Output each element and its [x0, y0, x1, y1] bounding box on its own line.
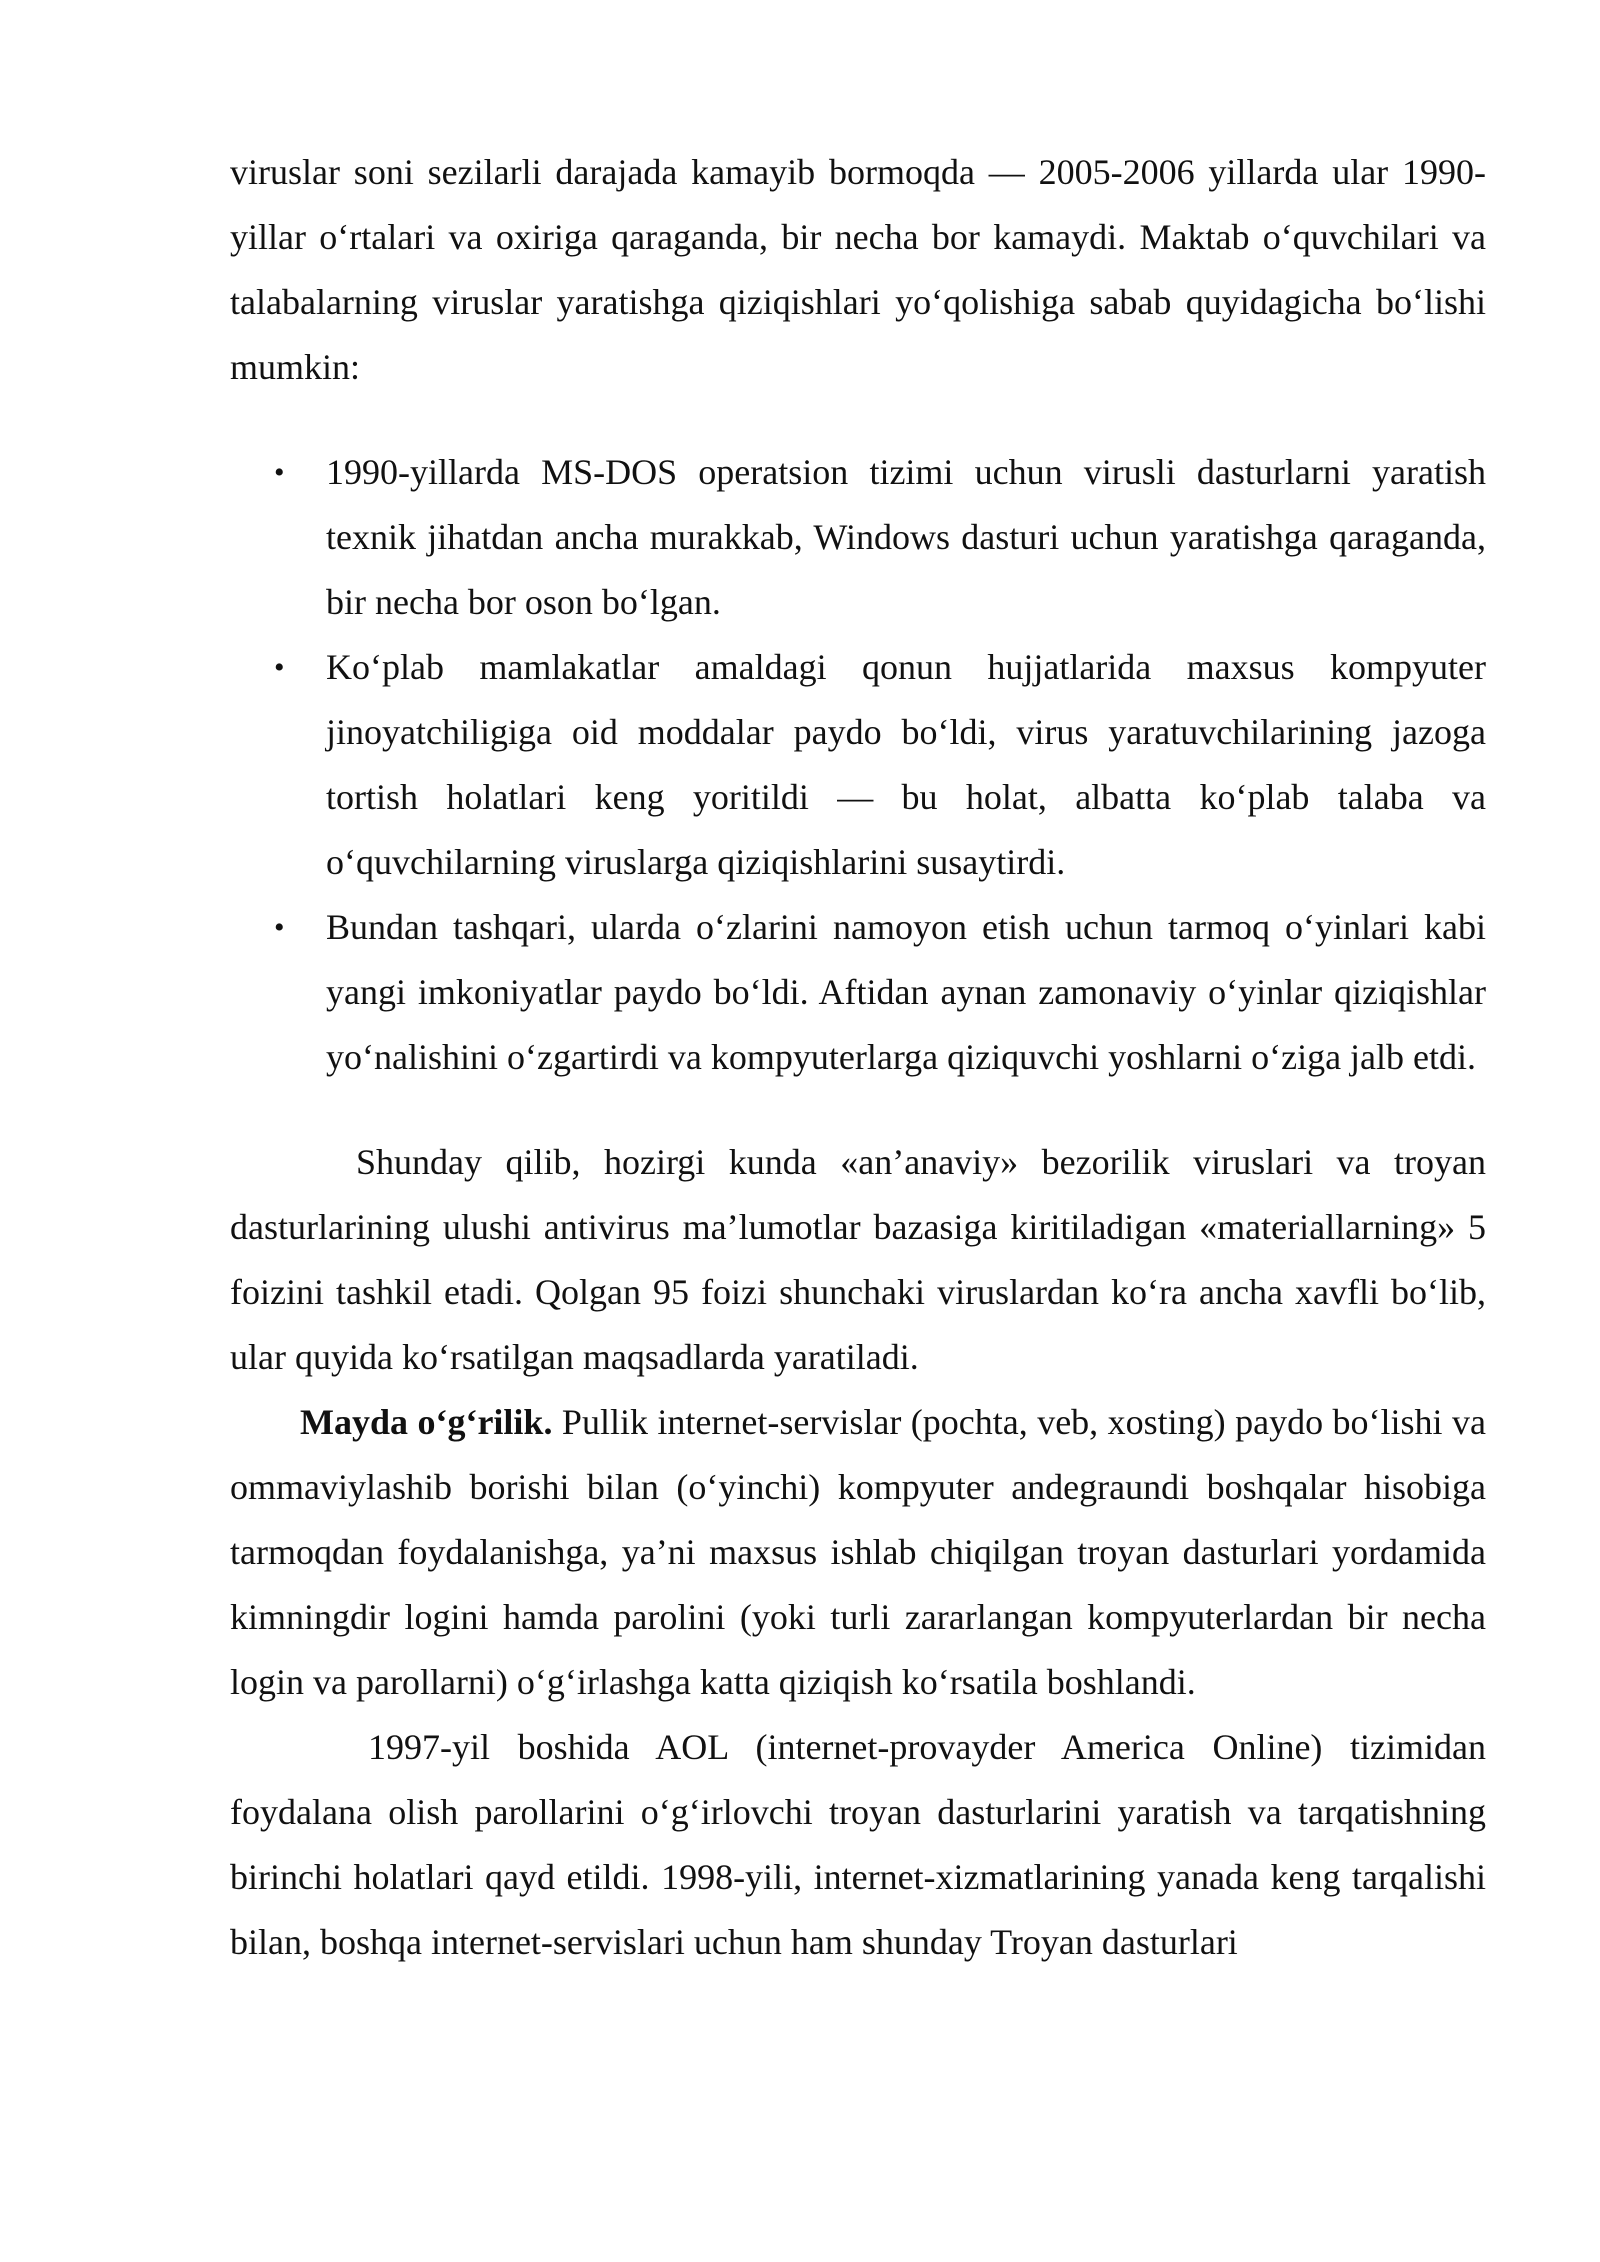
conclusion-paragraph: Shunday qilib, hozirgi kunda «an’anaviy» bezorilik viruslari va troyan dasturlarining ulushi antivirus ma’lumotlar bazasiga kiritiladigan «materiallarning» 5 foizini tashkil etadi. Qolgan 95 foizi shunchaki viruslardan ko‘ra ancha xavfli bo‘lib, ular quyida ko‘rsatilgan maqsadlarda yaratiladi. [230, 1142, 1486, 1377]
list-item-text: 1990-yillarda MS-DOS operatsion tizimi uchun virusli dasturlarni yaratish texnik jihatdan ancha murakkab, Windows dasturi uchun yaratishga qaraganda, bir necha bor oson bo‘lgan. [326, 452, 1486, 622]
list-item-text: Ko‘plab mamlakatlar amaldagi qonun hujjatlarida maxsus kompyuter jinoyatchiligiga oid moddalar paydo bo‘ldi, virus yaratuvchilarining jazoga tortish holatlari keng yoritildi — bu holat, albatta ko‘plab talaba va o‘quvchilarning viruslarga qiziqishlarini susaytirdi. [326, 647, 1486, 882]
petty-theft-heading: Mayda o‘g‘rilik. [300, 1402, 553, 1442]
list-item [274, 440, 1486, 635]
intro-paragraph: viruslar soni sezilarli darajada kamayib bormoqda — 2005-2006 yillarda ular 1990-yillar o‘rtalari va oxiriga qaraganda, bir necha bor kamaydi. Maktab o‘quvchilari va talabalarning viruslar yaratishga qiziqishlari yo‘qolishiga sabab quyidagicha bo‘lishi mumkin: [230, 152, 1486, 387]
bullet-icon: • [274, 911, 285, 944]
list-item-text: Bundan tashqari, ularda o‘zlarini namoyon etish uchun tarmoq o‘yinlari kabi yangi imkoniyatlar paydo bo‘ldi. Aftidan aynan zamonaviy o‘yinlar qiziqishlar yo‘nalishini o‘zgartirdi va kompyuterlarga qiziquvchi yoshlarni o‘ziga jalb etdi. [326, 907, 1486, 1077]
list-item [274, 635, 1486, 895]
bullet-icon: • [274, 456, 285, 489]
aol-paragraph: 1997-yil boshida AOL (internet-provayder America Online) tizimidan foydalana olish parollarini o‘g‘irlovchi troyan dasturlarini yaratish va tarqatishning birinchi holatlari qayd etildi. 1998-yili, internet-xizmatlarining yanada keng tarqalishi bilan, boshqa internet-servislari uchun ham shunday Troyan dasturlari [230, 1727, 1486, 1962]
list-item [274, 895, 1486, 1090]
bullet-icon: • [274, 651, 285, 684]
reasons-list [230, 440, 1486, 1090]
document-body [230, 140, 1486, 1975]
petty-theft-text: Pullik internet-servislar (pochta, veb, xosting) paydo bo‘lishi va ommaviylashib borishi bilan (o‘yinchi) kompyuter andegraundi boshqalar hisobiga tarmoqdan foydalanishga, ya’ni maxsus ishlab chiqilgan troyan dasturlari yordamida kimningdir logini hamda parolini (yoki turli zararlangan kompyuterlardan bir necha login va parollarni) o‘g‘irlashga katta qiziqish ko‘rsatila boshlandi. [230, 1402, 1487, 1702]
petty-theft-paragraph [230, 1390, 1486, 1715]
